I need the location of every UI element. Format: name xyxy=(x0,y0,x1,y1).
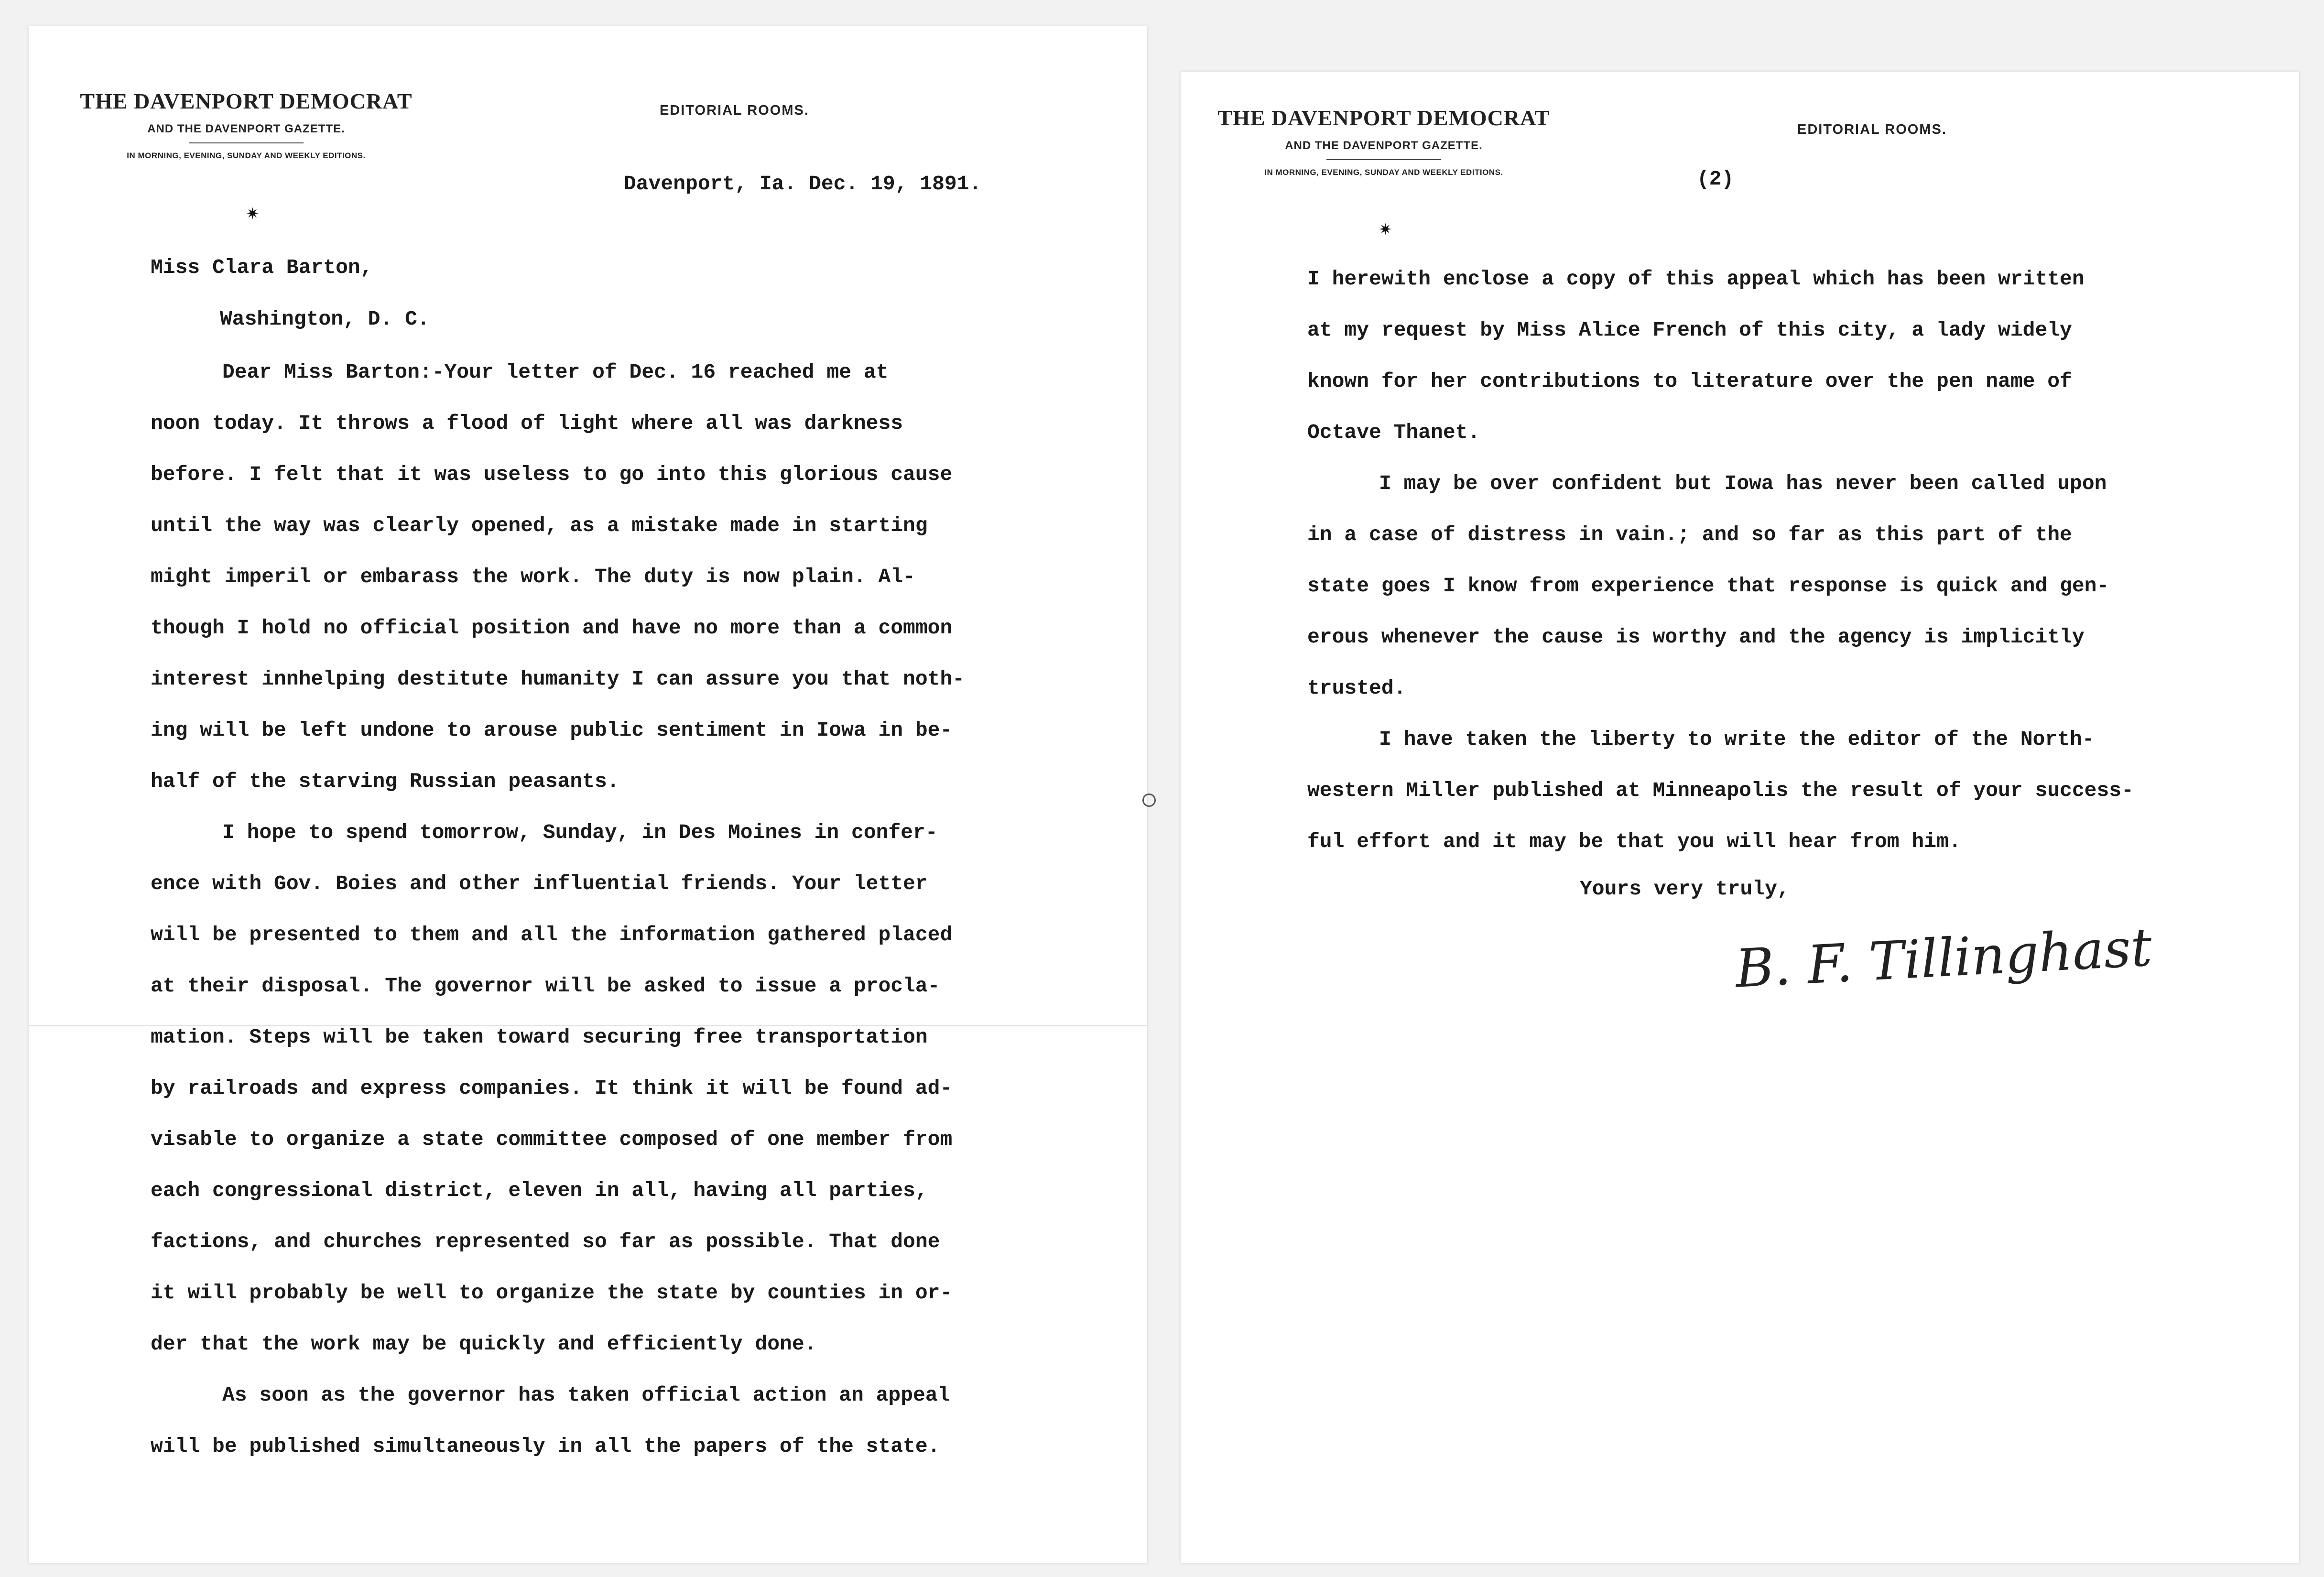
body-line: erous whenever the cause is worthy and the agency is implicitly xyxy=(1307,625,2085,649)
recipient-place: Washington, D. C. xyxy=(220,307,430,331)
body-line: Dear Miss Barton:-Your letter of Dec. 16 reached me at xyxy=(222,360,889,384)
recipient-name: Miss Clara Barton, xyxy=(151,256,373,279)
masthead xyxy=(74,88,418,161)
body-line: will be published simultaneously in all the papers of the state. xyxy=(151,1435,940,1458)
body-line: ful effort and it may be that you will hear from him. xyxy=(1307,830,1961,853)
masthead-subtitle: AND THE DAVENPORT GAZETTE. xyxy=(147,122,345,135)
body-line: der that the work may be quickly and efficiently done. xyxy=(151,1332,817,1356)
body-line: mation. Steps will be taken toward securing free transportation xyxy=(151,1025,928,1049)
body-line: half of the starving Russian peasants. xyxy=(151,770,619,793)
masthead-editions: IN MORNING, EVENING, SUNDAY AND WEEKLY EDITIONS. xyxy=(1264,168,1503,177)
body-line: ence with Gov. Boies and other influential friends. Your letter xyxy=(151,872,928,895)
body-line: ing will be left undone to arouse public sentiment in Iowa in be- xyxy=(151,718,953,742)
body-line: by railroads and express companies. It think it will be found ad- xyxy=(151,1077,953,1100)
body-line: known for her contributions to literature over the pen name of xyxy=(1307,370,2072,393)
letter-page-1 xyxy=(29,26,1147,1563)
body-line: I hope to spend tomorrow, Sunday, in Des Moines in confer- xyxy=(222,821,938,844)
body-line: noon today. It throws a flood of light where all was darkness xyxy=(151,412,903,435)
dateline: Davenport, Ia. Dec. 19, 1891. xyxy=(624,172,982,196)
body-line: might imperil or embarass the work. The duty is now plain. Al- xyxy=(151,565,915,588)
body-line: state goes I know from experience that response is quick and gen- xyxy=(1307,574,2109,598)
editorial-rooms-label: EDITORIAL ROOMS. xyxy=(1797,122,1947,137)
body-line: until the way was clearly opened, as a mistake made in starting xyxy=(151,514,928,537)
body-line: factions, and churches represented so far as possible. That done xyxy=(151,1230,940,1253)
masthead-rule xyxy=(1326,159,1441,160)
body-line: will be presented to them and all the information gathered placed xyxy=(151,923,953,946)
editorial-rooms-label: EDITORIAL ROOMS. xyxy=(660,103,809,118)
margin-mark xyxy=(1142,794,1156,807)
signature: B. F. Tillinghast xyxy=(1734,916,2154,1000)
body-line: at my request by Miss Alice French of this city, a lady widely xyxy=(1307,318,2072,342)
body-line: before. I felt that it was useless to go into this glorious cause xyxy=(151,463,953,486)
closing: Yours very truly, xyxy=(1580,877,1790,901)
body-line: in a case of distress in vain.; and so far as this part of the xyxy=(1307,523,2072,546)
letter-body-page-1 xyxy=(151,347,965,1472)
masthead-title: THE DAVENPORT DEMOCRAT xyxy=(1217,106,1550,130)
body-line: it will probably be well to organize the state by counties in or- xyxy=(151,1281,953,1305)
body-line: I herewith enclose a copy of this appeal which has been written xyxy=(1307,267,2085,291)
masthead-editions: IN MORNING, EVENING, SUNDAY AND WEEKLY EDITIONS. xyxy=(127,151,366,160)
masthead xyxy=(1212,105,1556,177)
page-number: (2) xyxy=(1697,167,1734,191)
body-line: Octave Thanet. xyxy=(1307,421,1480,444)
body-line: trusted. xyxy=(1307,676,1406,700)
star-ornament-icon: ✷ xyxy=(1379,218,1392,241)
body-line: western Miller published at Minneapolis the result of your success- xyxy=(1307,779,2134,802)
body-line: I may be over confident but Iowa has never been called upon xyxy=(1379,472,2107,495)
masthead-rule xyxy=(189,142,304,143)
body-line: interest innhelping destitute humanity I can assure you that noth- xyxy=(151,667,965,691)
letter-page-2 xyxy=(1181,72,2299,1563)
star-ornament-icon: ✷ xyxy=(246,202,259,226)
masthead-title: THE DAVENPORT DEMOCRAT xyxy=(80,89,413,113)
body-line: each congressional district, eleven in all, having all parties, xyxy=(151,1179,928,1202)
body-line: As soon as the governor has taken official action an appeal xyxy=(222,1383,950,1407)
body-line: I have taken the liberty to write the editor of the North- xyxy=(1379,728,2095,751)
masthead-subtitle: AND THE DAVENPORT GAZETTE. xyxy=(1285,139,1483,152)
body-line: though I hold no official position and have no more than a common xyxy=(151,616,953,640)
body-line: visable to organize a state committee composed of one member from xyxy=(151,1128,953,1151)
letter-body-page-2 xyxy=(1307,253,2134,867)
body-line: at their disposal. The governor will be asked to issue a procla- xyxy=(151,974,940,998)
